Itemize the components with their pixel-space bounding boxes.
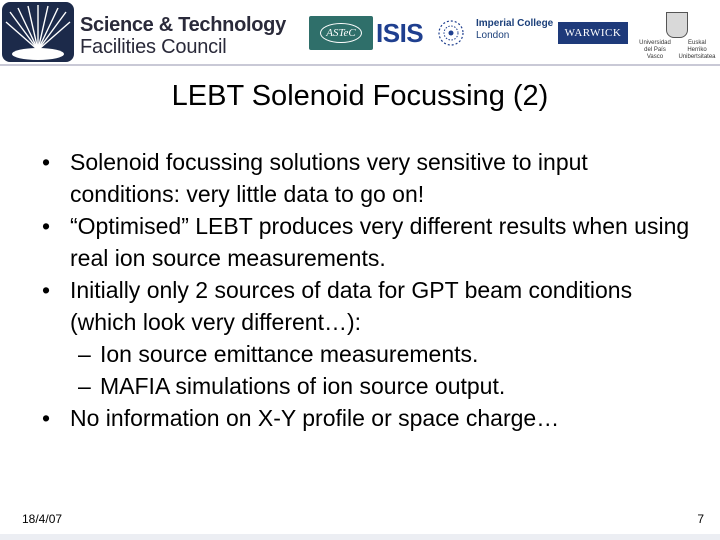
warwick-logo: [558, 22, 628, 44]
bullet-mark: •: [42, 405, 51, 431]
upv-name-basque: Euskal Herriko Unibertsitatea: [678, 40, 716, 60]
bullet-mark: •: [42, 149, 51, 175]
imperial-line1: Imperial College: [476, 18, 554, 29]
bullet-mark: •: [42, 213, 51, 239]
slide-body: [40, 146, 700, 434]
upv-name-spanish: Universidad del País Vasco: [639, 40, 671, 60]
upv-crest-icon: [666, 12, 688, 38]
sub-bullet-text: Ion source emittance measurements.: [100, 341, 479, 367]
sub-bullet-item: [40, 338, 700, 370]
isis-logo-text: ISIS: [376, 18, 424, 48]
imperial-line2: London: [476, 30, 510, 41]
sub-bullet-mark: –: [78, 341, 91, 367]
logo-header: [0, 0, 720, 64]
bullet-mark: •: [42, 277, 51, 303]
bullet-item: [40, 402, 700, 434]
stfc-name-line1: Science & Technology: [80, 14, 286, 36]
bullet-item: [40, 146, 700, 210]
bullet-text: “Optimised” LEBT produces very different results when using real ion source measurements.: [70, 213, 690, 271]
header-divider: [0, 64, 720, 66]
sub-bullet-text: MAFIA simulations of ion source output.: [100, 373, 506, 399]
imperial-college-logo: [476, 18, 554, 48]
sub-bullet-mark: –: [78, 373, 91, 399]
warwick-logo-text: WARWICK: [564, 27, 622, 39]
astec-logo: [309, 16, 373, 50]
footer-date: 18/4/07: [22, 512, 63, 526]
bullet-item: [40, 210, 700, 274]
upv-logo-text: [636, 40, 716, 61]
footer-divider: [0, 534, 720, 540]
bullet-text: No information on X-Y profile or space charge…: [70, 405, 560, 431]
stfc-sunburst-logo-icon: [2, 2, 74, 62]
stfc-name-line2: Facilities Council: [80, 36, 227, 58]
bullet-text: Initially only 2 sources of data for GPT beam conditions (which look very different…):: [70, 277, 633, 335]
isis-logo: [376, 16, 468, 50]
slide-number: 7: [697, 512, 704, 526]
bullet-text: Solenoid focussing solutions very sensitive to input conditions: very little data to go on!: [70, 149, 588, 207]
astec-logo-text: ASTeC: [320, 23, 362, 43]
upv-ehu-logo: [636, 10, 716, 60]
isis-globe-icon: [436, 18, 466, 48]
slide-title: LEBT Solenoid Focussing (2): [171, 80, 549, 112]
bullet-item: [40, 274, 700, 338]
stfc-wordmark: [80, 14, 310, 58]
sub-bullet-item: [40, 370, 700, 402]
